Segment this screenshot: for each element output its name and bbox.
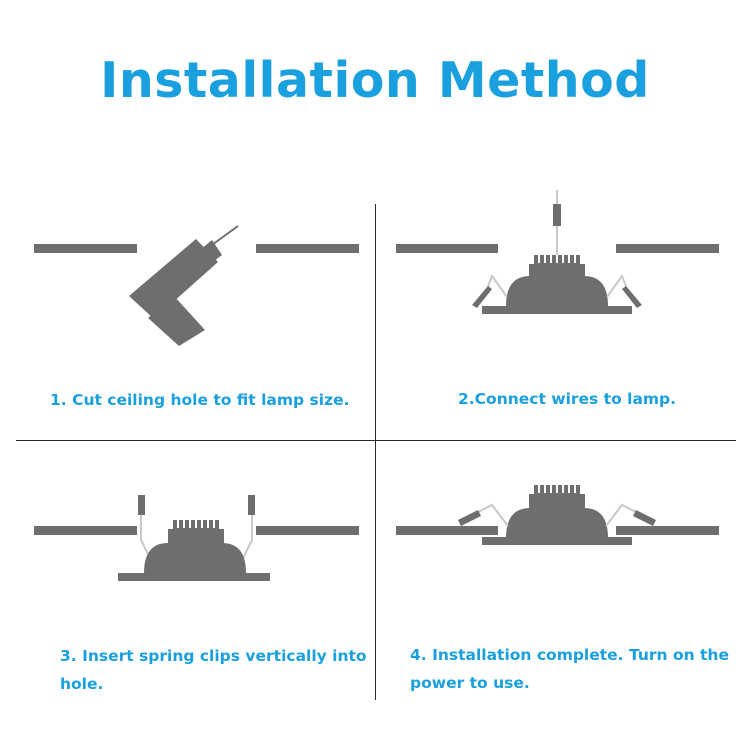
step-4-caption bbox=[410, 641, 729, 697]
ceiling-left bbox=[34, 244, 137, 253]
step-3-caption-line-2: hole. bbox=[60, 675, 104, 693]
downlight-icon bbox=[482, 255, 632, 314]
downlight-icon bbox=[482, 485, 632, 545]
panel-3-illustration bbox=[34, 495, 359, 581]
step-4-caption-line-2: power to use. bbox=[410, 674, 530, 692]
ceiling-left bbox=[396, 526, 498, 535]
ceiling-right bbox=[616, 526, 719, 535]
ceiling-left bbox=[396, 244, 498, 253]
wire-icon bbox=[553, 190, 561, 255]
panel-4-illustration bbox=[396, 485, 719, 545]
ceiling-right bbox=[256, 244, 359, 253]
ceiling-right bbox=[256, 526, 359, 535]
ceiling-left bbox=[34, 526, 137, 535]
step-2-caption: 2.Connect wires to lamp. bbox=[458, 390, 677, 408]
page-title: Installation Method bbox=[100, 52, 650, 109]
drill-icon bbox=[129, 226, 238, 346]
step-3-caption-line-1: 3. Insert spring clips vertically into bbox=[60, 647, 367, 665]
step-3-caption bbox=[60, 642, 367, 698]
panel-1-illustration bbox=[34, 226, 359, 346]
step-1-caption: 1. Cut ceiling hole to fit lamp size. bbox=[50, 391, 350, 409]
step-4-caption-line-1: 4. Installation complete. Turn on the bbox=[410, 646, 729, 664]
ceiling-right bbox=[616, 244, 719, 253]
panel-2-illustration bbox=[396, 190, 719, 314]
